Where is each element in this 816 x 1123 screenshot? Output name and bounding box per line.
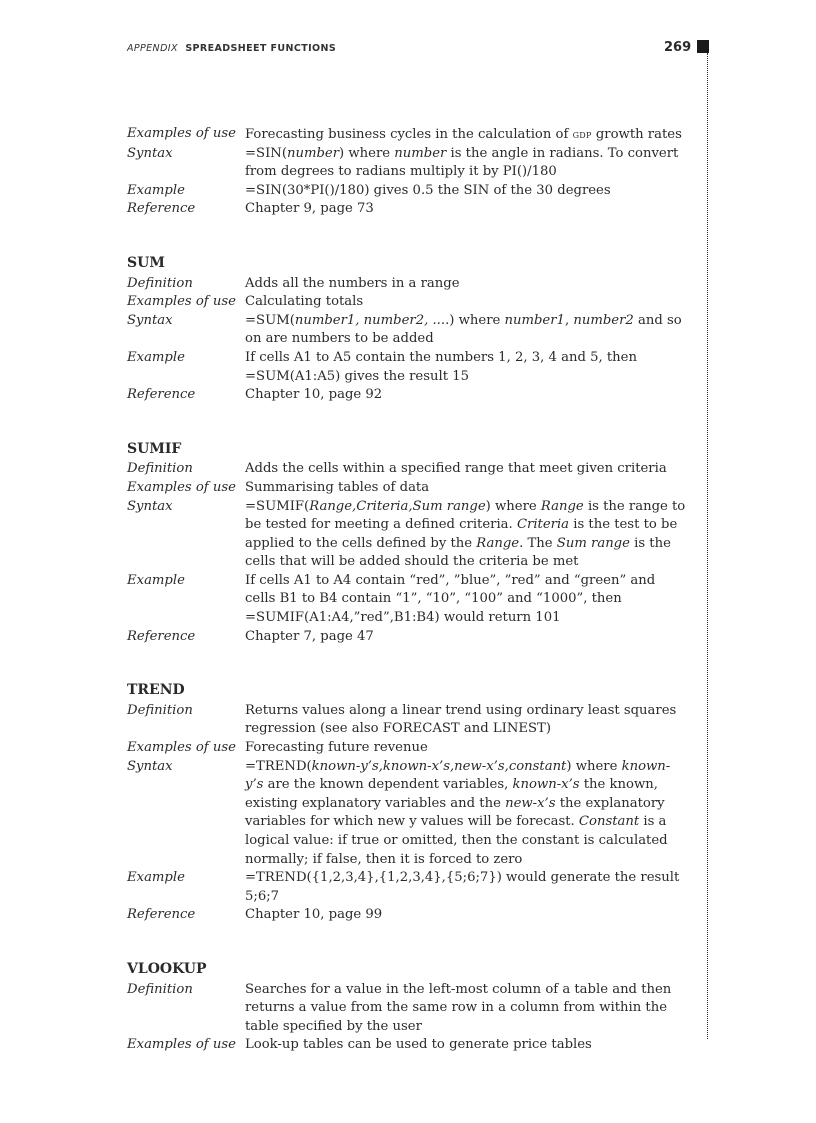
field-value [245, 349, 687, 386]
field-definition [127, 702, 687, 739]
text-run: , [564, 312, 574, 328]
field-label: Examples of use [127, 740, 236, 756]
text-run: new-x’s [505, 795, 556, 811]
field-value [245, 312, 687, 349]
field-example [127, 869, 687, 906]
text-run: known-y’s,known-x’s,new-x’s,constant [311, 758, 567, 774]
function-entry-vlookup [127, 960, 687, 1055]
text-run: Range [476, 535, 520, 551]
text-run: =SUM( [245, 312, 295, 328]
field-reference [127, 628, 687, 647]
field-value [245, 460, 687, 479]
field-example [127, 349, 687, 386]
field-example [127, 572, 687, 628]
text-run: Range [540, 498, 584, 514]
field-label: Syntax [127, 145, 173, 161]
text-run: growth rates [591, 127, 682, 142]
text-run: =SIN( [245, 145, 287, 161]
function-entry-sin-continued [127, 125, 687, 219]
field-value [245, 498, 687, 572]
field-value [245, 702, 687, 739]
field-label: Examples of use [127, 1037, 236, 1053]
field-syntax [127, 498, 687, 572]
text-run: Constant [578, 814, 640, 830]
field-definition [127, 460, 687, 479]
text-run: Range,Criteria,Sum range [309, 498, 486, 514]
field-value [245, 739, 687, 758]
page-marker-square [697, 40, 709, 53]
field-examples-of-use [127, 125, 687, 145]
field-reference [127, 200, 687, 219]
text-run: Summarising tables of data [245, 479, 430, 495]
field-syntax [127, 758, 687, 870]
text-run: Sum range [556, 535, 630, 551]
field-label: Examples of use [127, 294, 236, 310]
text-run: ) where [566, 758, 622, 774]
field-value [245, 275, 687, 294]
field-label: Definition [127, 461, 193, 477]
field-label: Definition [127, 275, 193, 291]
text-run: Adds all the numbers in a range [245, 275, 460, 291]
field-examples-of-use [127, 479, 687, 498]
field-value [245, 869, 687, 906]
field-label: Example [127, 572, 185, 588]
text-run: known-x’s [512, 777, 580, 793]
field-label: Syntax [127, 758, 173, 774]
field-syntax [127, 312, 687, 349]
text-run: =TREND( [245, 758, 312, 774]
text-run: the explanatory variables for which new y values will be forecast. [245, 795, 665, 830]
running-head-appendix: APPENDIX [127, 43, 178, 54]
field-label: Examples of use [127, 479, 236, 495]
field-examples-of-use [127, 293, 687, 312]
text-run: number1 [504, 312, 565, 328]
function-entry-sumif [127, 440, 687, 647]
text-run: is the angle in radians. To convert from degrees to radians multiply it by PI()/180 [245, 145, 679, 180]
page-number: 269 [664, 40, 692, 55]
text-run: is the cells that will be added should the criteria be met [245, 535, 671, 570]
text-run: =TREND({1,2,3,4},{1,2,3,4},{5;6;7}) would generate the result 5;6;7 [245, 870, 680, 904]
field-value [245, 572, 687, 628]
text-run: is a logical value: if true or omitted, then the constant is calculated normally; if false, then it is forced to zero [245, 814, 668, 867]
margin-dotted-rule [707, 53, 708, 1039]
field-label: Definition [127, 981, 193, 997]
text-run: are the known dependent variables, [263, 777, 513, 793]
field-value [245, 182, 687, 201]
field-value [245, 981, 687, 1037]
text-run: . The [519, 535, 557, 551]
field-example [127, 182, 687, 201]
field-reference [127, 386, 687, 405]
text-run: Chapter 7, page 47 [245, 628, 374, 644]
text-run: If cells A1 to A4 contain “red”, ”blue”, ”red” and “green” and cells B1 to B4 contain “1”, “10”, “100” and “1000”, then =SUMIF(A1:A4,”red”,B1:B4) would return 101 [245, 572, 656, 626]
function-title: VLOOKUP [127, 960, 207, 977]
function-title: SUM [127, 254, 165, 271]
text-run: gdp [572, 127, 592, 141]
text-run: Forecasting future revenue [245, 740, 428, 756]
text-run: number [394, 145, 447, 161]
field-label: Reference [127, 201, 196, 217]
text-run: ) where [449, 312, 505, 328]
field-syntax [127, 145, 687, 182]
field-label: Reference [127, 628, 196, 644]
text-run: Searches for a value in the left-most column of a table and then returns a value from the same row in a column from within the table specified by the user [245, 981, 672, 1034]
text-run: Calculating totals [245, 294, 364, 310]
text-run: Returns values along a linear trend using ordinary least squares regression (see also FORECAST and LINEST) [245, 702, 677, 737]
field-examples-of-use [127, 1036, 687, 1055]
text-run: number [286, 145, 340, 161]
function-entry-trend [127, 681, 687, 925]
field-value [245, 145, 687, 182]
text-run: ) where [485, 498, 541, 514]
text-run: is the test to be applied to the cells defined by the [245, 517, 678, 551]
field-reference [127, 906, 687, 925]
field-label: Example [127, 870, 185, 886]
field-definition [127, 275, 687, 294]
text-run: ) where [339, 145, 395, 161]
field-value [245, 125, 687, 145]
text-run: and so on are numbers to be added [245, 312, 682, 347]
field-examples-of-use [127, 739, 687, 758]
text-run: If cells A1 to A5 contain the numbers 1, 2, 3, 4 and 5, then =SUM(A1:A5) gives the result 15 [245, 349, 637, 384]
field-label: Reference [127, 387, 196, 403]
field-label: Example [127, 182, 185, 198]
field-label: Definition [127, 702, 193, 718]
page-content [127, 125, 687, 1090]
text-run: number2 [573, 312, 634, 328]
function-title: SUMIF [127, 440, 182, 457]
field-value [245, 479, 687, 498]
text-run: Chapter 9, page 73 [245, 201, 374, 217]
text-run: =SUMIF( [245, 498, 310, 514]
text-run: =SIN(30*PI()/180) gives 0.5 the SIN of the 30 degrees [245, 182, 611, 198]
field-label: Syntax [127, 312, 173, 328]
function-entry-sum [127, 254, 687, 405]
text-run: the known, existing explanatory variables and the [245, 777, 658, 811]
running-head [127, 43, 336, 54]
text-run: known-y’s [245, 758, 671, 793]
running-head-section: SPREADSHEET FUNCTIONS [185, 43, 337, 54]
text-run: is the range to be tested for meeting a defined criteria. [245, 498, 686, 533]
text-run: Chapter 10, page 92 [245, 387, 383, 403]
text-run: Adds the cells within a specified range that meet given criteria [245, 461, 667, 477]
text-run: number1, number2, .... [294, 312, 450, 328]
field-value [245, 386, 687, 405]
field-definition [127, 981, 687, 1037]
field-label: Example [127, 349, 185, 365]
field-label: Reference [127, 907, 196, 923]
field-label: Syntax [127, 498, 173, 514]
field-value [245, 628, 687, 647]
text-run: Forecasting business cycles in the calculation of [245, 127, 573, 142]
field-label: Examples of use [127, 126, 236, 141]
function-title: TREND [127, 682, 185, 699]
field-value [245, 1036, 687, 1055]
field-value [245, 906, 687, 925]
text-run: Look-up tables can be used to generate price tables [245, 1037, 592, 1053]
field-value [245, 293, 687, 312]
text-run: Chapter 10, page 99 [245, 907, 383, 923]
field-value [245, 758, 687, 870]
field-value [245, 200, 687, 219]
text-run: Criteria [516, 517, 570, 533]
